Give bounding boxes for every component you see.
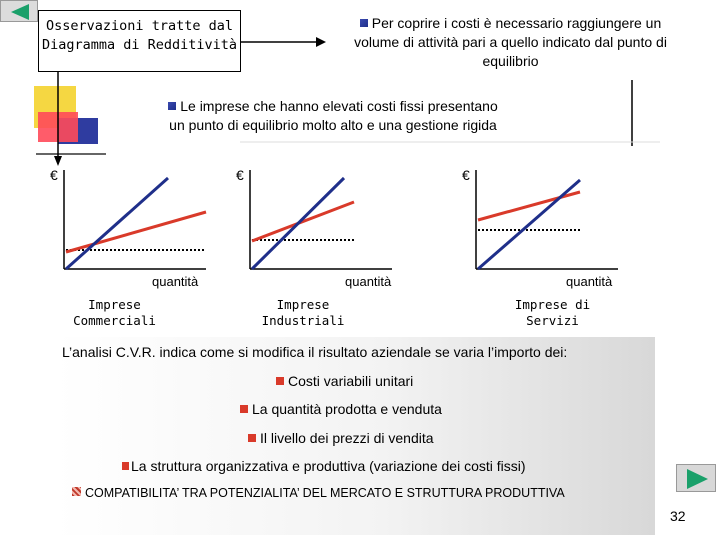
bullet-icon (122, 462, 129, 470)
title-line-2: Diagramma di Redditività (41, 37, 238, 53)
analysis-item-3: Il livello dei prezzi di vendita (248, 430, 434, 446)
chart-3-name: Imprese di Servizi (514, 297, 591, 328)
chart-3-y-symbol: € (462, 167, 470, 183)
bullet-icon (360, 19, 368, 27)
chart-3-x-label: quantità (566, 274, 613, 289)
top-note-line-3: equilibrio (482, 53, 539, 69)
analysis-intro: L’analisi C.V.R. indica come si modifica il risultato aziendale se varia l’importo dei: (62, 344, 568, 360)
top-note-line-2: volume di attività pari a quello indicato dal punto di (354, 34, 667, 50)
chart-2-name: Imprese Industriali (261, 297, 345, 328)
chart-3 (472, 168, 622, 274)
title-line-1: Osservazioni tratte dal (46, 18, 233, 34)
chart-1-y-symbol: € (50, 167, 58, 183)
revenue-line (66, 178, 168, 269)
revenue-line (252, 178, 344, 269)
chart-2 (246, 168, 396, 274)
chart-2-y-symbol: € (236, 167, 244, 183)
chart-1-x-label: quantità (152, 274, 199, 289)
chart-2-x-label: quantità (345, 274, 392, 289)
top-note (328, 14, 693, 71)
bullet-icon (168, 102, 176, 110)
mid-note-line-2: un punto di equilibrio molto alto e una gestione rigida (169, 117, 497, 133)
bullet-icon (240, 405, 248, 413)
total-cost-line (252, 202, 354, 241)
next-slide-button[interactable] (676, 464, 716, 492)
analysis-item-4: La struttura organizzativa e produttiva (variazione dei costi fissi) (122, 458, 526, 474)
bullet-icon (248, 434, 256, 442)
revenue-line (478, 180, 580, 269)
total-cost-line (478, 192, 580, 220)
arrow-right-icon (677, 465, 717, 493)
hatched-bullet-icon (72, 487, 81, 496)
arrow-down-icon (54, 156, 62, 166)
page-number: 32 (670, 508, 686, 524)
total-cost-line (66, 212, 206, 252)
analysis-item-1: Costi variabili unitari (276, 373, 413, 389)
analysis-conclusion: COMPATIBILITA’ TRA POTENZIALITA’ DEL MERCATO E STRUTTURA PRODUTTIVA (72, 486, 565, 500)
arrow-right-icon (316, 37, 326, 47)
analysis-item-2: La quantità prodotta e venduta (240, 401, 442, 417)
mid-note (133, 97, 533, 135)
chart-1-name: Imprese Commerciali (73, 297, 156, 328)
mid-note-line-1: Le imprese che hanno elevati costi fissi presentano (133, 97, 533, 116)
top-note-line-1: Per coprire i costi è necessario raggiungere un (328, 14, 693, 33)
chart-1 (60, 168, 210, 274)
bullet-icon (276, 377, 284, 385)
